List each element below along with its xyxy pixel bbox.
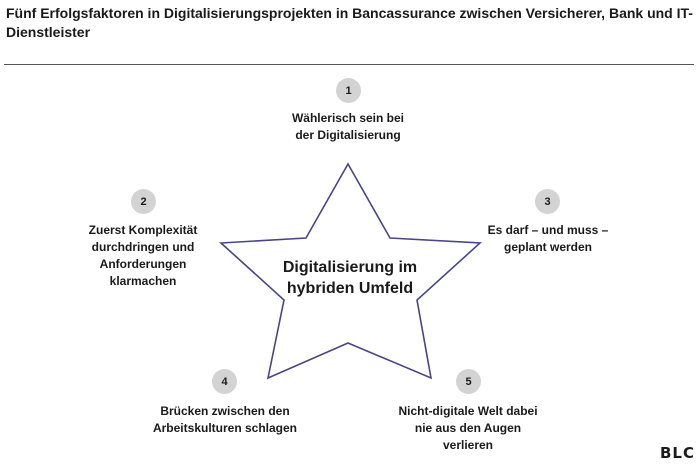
factor-3-badge: 3 xyxy=(535,189,560,214)
factor-1-badge: 1 xyxy=(336,78,361,103)
factor-4-badge: 4 xyxy=(212,369,237,394)
factor-3-label: Es darf – und muss – geplant werden xyxy=(487,223,609,254)
factor-2-label: Zuerst Komplexität durchdringen und Anforderungen klarmachen xyxy=(88,223,198,288)
page-title: Fünf Erfolgsfaktoren in Digitalisierungsprojekten in Bancassurance zwischen Versicherer, Bank und IT-Dienstleister xyxy=(6,5,693,40)
factor-1-label: Wählerisch sein bei der Digitalisierung xyxy=(291,111,405,142)
center-label: Digitalisierung im hybriden Umfeld xyxy=(282,259,418,297)
factor-4-label: Brücken zwischen den Arbeitskulturen schlagen xyxy=(152,404,298,435)
factor-5-badge: 5 xyxy=(456,369,481,394)
factor-2-badge: 2 xyxy=(131,189,156,214)
factor-5-label: Nicht-digitale Welt dabei nie aus den Augen verlieren xyxy=(398,404,538,452)
blc-logo: BLC xyxy=(660,444,695,462)
